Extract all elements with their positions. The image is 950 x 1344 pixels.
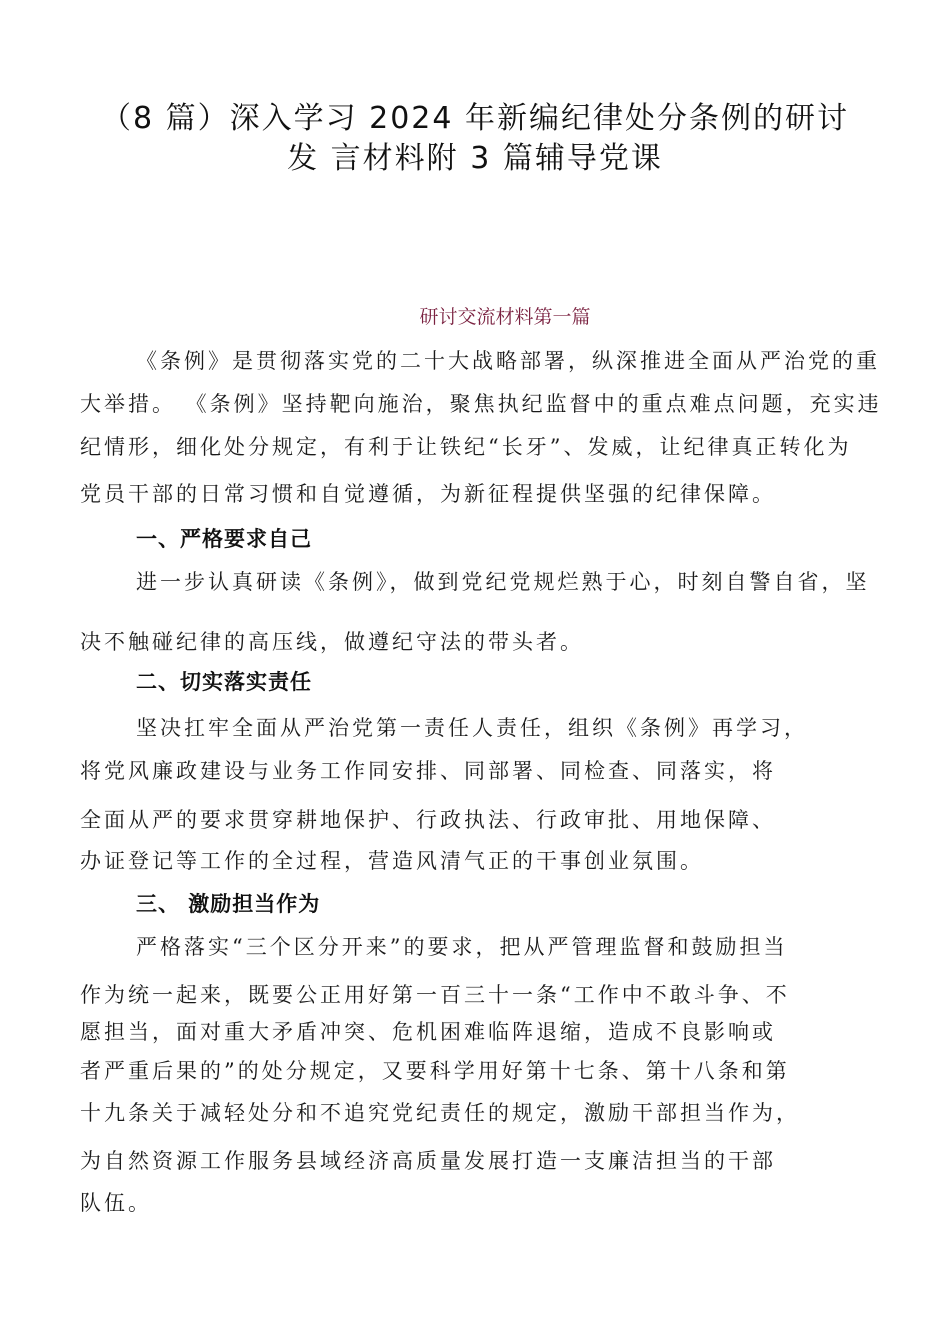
section3-line: 为自然资源工作服务县域经济高质量发展打造一支廉洁担当的干部 — [80, 1149, 776, 1173]
intro-line: 党员干部的日常习惯和自觉遵循，为新征程提供坚强的纪律保障。 — [80, 482, 776, 506]
section3-line: 者严重后果的”的处分规定，又要科学用好第十七条、第十八条和第 — [80, 1059, 790, 1083]
section3-line: 十九条关于减轻处分和不追究党纪责任的规定，激励干部担当作为， — [80, 1101, 800, 1125]
section3-line: 队伍。 — [80, 1191, 152, 1215]
section2-line: 全面从严的要求贯穿耕地保护、行政执法、行政审批、用地保障、 — [80, 808, 776, 832]
section1-line: 进一步认真研读《条例》，做到党纪党规烂熟于心，时刻自警自省，坚 — [136, 570, 870, 594]
section-heading-2: 二、切实落实责任 — [136, 670, 312, 694]
document-title-line-1: （8 篇）深入学习 2024 年新编纪律处分条例的研讨 — [100, 101, 850, 136]
section1-line: 决不触碰纪律的高压线，做遵纪守法的带头者。 — [80, 630, 584, 654]
section3-line: 作为统一起来，既要公正用好第一百三十一条“工作中不敢斗争、不 — [80, 983, 790, 1007]
section-heading-1: 一、严格要求自己 — [136, 527, 312, 551]
intro-line: 大举措。 《条例》坚持靶向施治，聚焦执纪监督中的重点难点问题，充实违 — [80, 392, 882, 416]
section-label: 研讨交流材料第一篇 — [419, 306, 591, 328]
section2-line: 办证登记等工作的全过程，营造风清气正的干事创业氛围。 — [80, 849, 704, 873]
section2-line: 将党风廉政建设与业务工作同安排、同部署、同检查、同落实，将 — [80, 759, 776, 783]
document-title-line-2: 发 言材料附 3 篇辅导党课 — [287, 141, 663, 176]
intro-line: 《条例》是贯彻落实党的二十大战略部署，纵深推进全面从严治党的重 — [136, 349, 880, 373]
section-heading-3: 三、 激励担当作为 — [136, 892, 321, 916]
section2-line: 坚决扛牢全面从严治党第一责任人责任，组织《条例》再学习， — [136, 716, 808, 740]
intro-line: 纪情形，细化处分规定，有利于让铁纪“长牙”、发威，让纪律真正转化为 — [80, 435, 852, 459]
section3-line: 愿担当，面对重大矛盾冲突、危机困难临阵退缩，造成不良影响或 — [80, 1020, 776, 1044]
section3-line: 严格落实“三个区分开来”的要求，把从严管理监督和鼓励担当 — [136, 935, 788, 959]
